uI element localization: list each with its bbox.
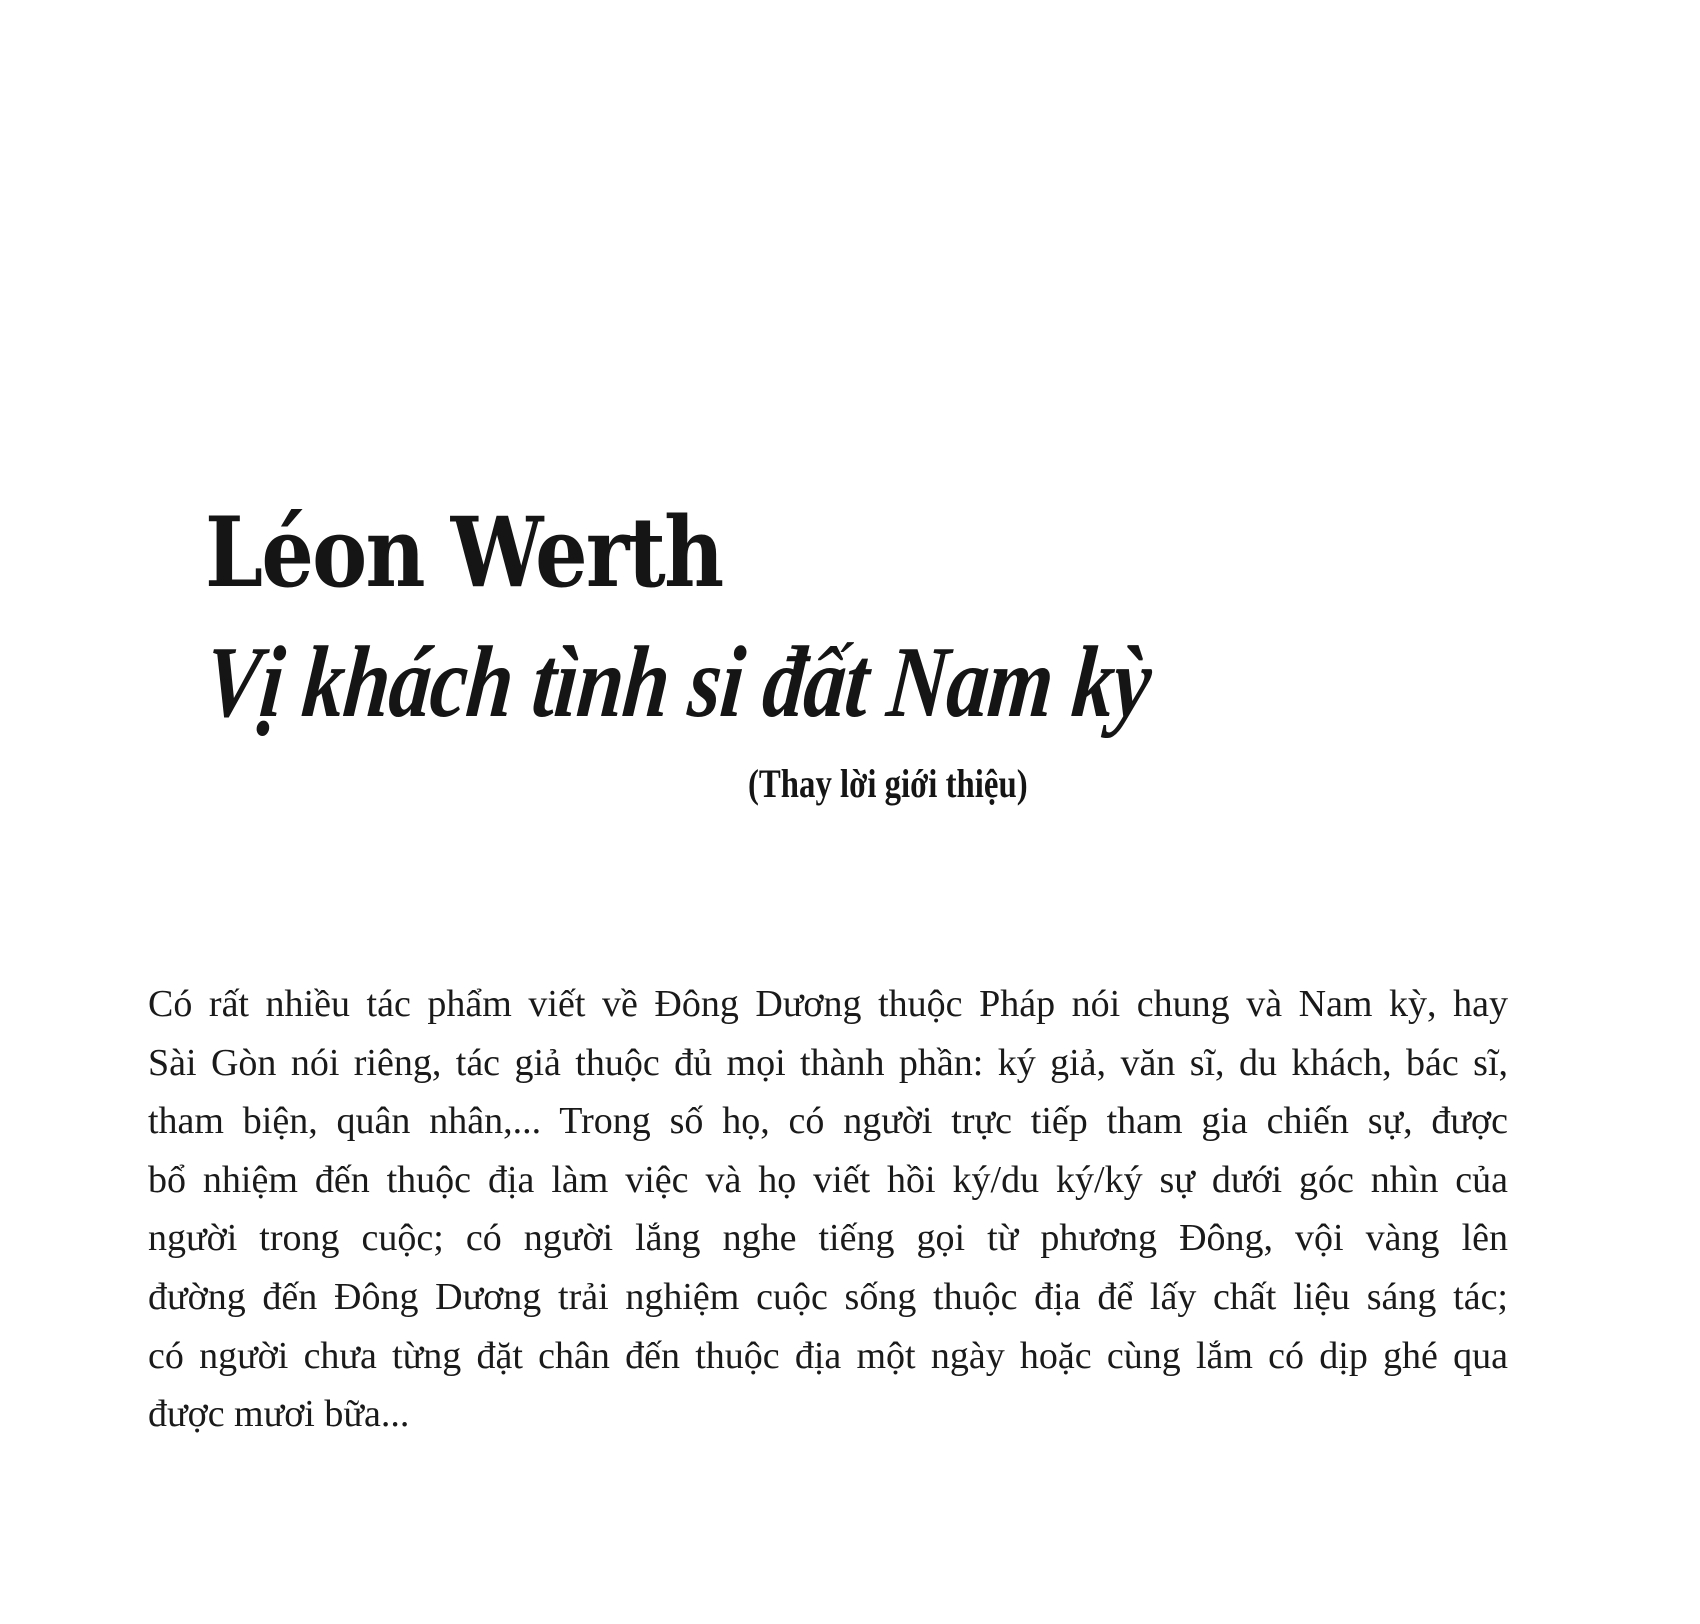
body-paragraph xyxy=(148,975,1508,1444)
chapter-title-author: Léon Werth xyxy=(205,496,723,609)
body-line: người trong cuộc; có người lắng nghe tiếng gọi từ phương Đông, vội vàng lên xyxy=(148,1217,1508,1260)
body-line: có người chưa từng đặt chân đến thuộc địa một ngày hoặc cùng lắm có dịp ghé qua xyxy=(148,1334,1508,1377)
body-line: tham biện, quân nhân,... Trong số họ, có người trực tiếp tham gia chiến sự, được xyxy=(148,1100,1508,1143)
chapter-subtitle: (Thay lời giới thiệu) xyxy=(748,761,1028,806)
body-line: Sài Gòn nói riêng, tác giả thuộc đủ mọi thành phần: ký giả, văn sĩ, du khách, bác sĩ, xyxy=(148,1041,1508,1084)
body-line: đường đến Đông Dương trải nghiệm cuộc sống thuộc địa để lấy chất liệu sáng tác; xyxy=(148,1275,1508,1318)
chapter-title-tagline: Vị khách tình si đất Nam kỳ xyxy=(200,626,1156,739)
body-line: được mươi bữa... xyxy=(148,1393,410,1436)
body-line: bổ nhiệm đến thuộc địa làm việc và họ viết hồi ký/du ký/ký sự dưới góc nhìn của xyxy=(148,1158,1508,1201)
body-line: Có rất nhiều tác phẩm viết về Đông Dương thuộc Pháp nói chung và Nam kỳ, hay xyxy=(148,983,1508,1025)
